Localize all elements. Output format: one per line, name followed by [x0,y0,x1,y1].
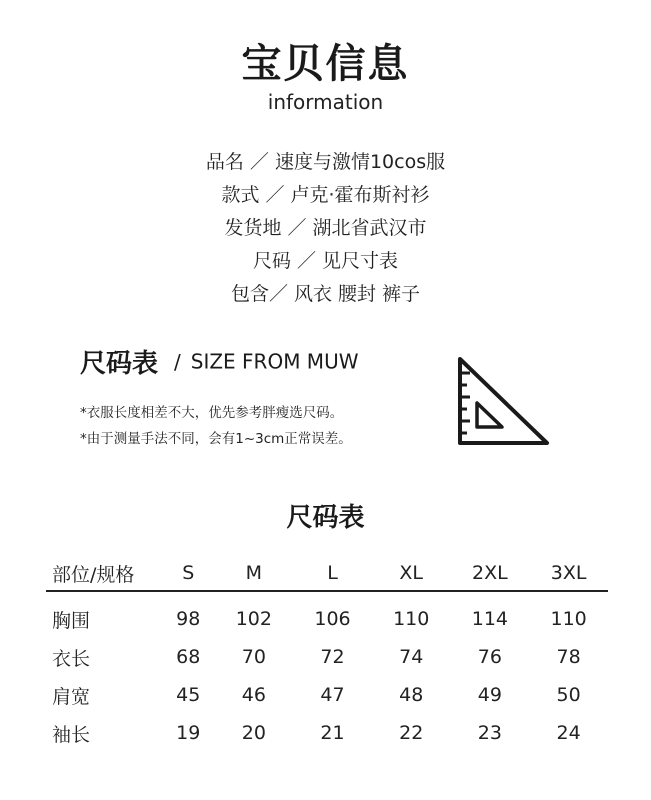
table-cell: 74 [399,646,424,668]
table-cell: 19 [176,722,201,744]
table-cell: 46 [241,684,266,706]
size-note: *由于测量手法不同，会有1~3cm正常误差。 [80,431,352,447]
table-cell: 50 [556,684,581,706]
table-cell: 68 [176,646,201,668]
product-info [0,146,651,311]
size-table [46,556,608,752]
table-cell: 48 [399,684,424,706]
table-cell: 102 [235,608,272,630]
table-cell: 20 [241,722,266,744]
column-header: XL [372,556,451,591]
column-header: S [162,556,214,591]
table-row [46,676,608,714]
info-product-name: 品名 ／ 速度与激情10cos服 [205,151,446,173]
row-label: 袖长 [52,723,91,746]
info-style: 款式 ／ 卢克·霍布斯衬衫 [221,184,430,206]
size-section-heading [80,343,358,380]
table-cell: 23 [477,722,502,744]
info-includes: 包含／ 风衣 腰封 裤子 [230,283,421,305]
table-header-row [46,556,608,591]
row-label: 胸围 [52,609,91,632]
size-table-title: 尺码表 [286,503,365,533]
row-label: 衣长 [52,647,91,670]
info-size: 尺码 ／ 见尺寸表 [252,250,399,272]
table-row [46,714,608,752]
page-title: 宝贝信息 [241,41,410,87]
info-ship-from: 发货地 ／ 湖北省武汉市 [224,217,427,239]
table-cell: 70 [241,646,266,668]
size-section-title: 尺码表 [80,349,159,379]
size-note: *衣服长度相差不大，优先参考胖瘦选尺码。 [80,405,344,421]
table-cell: 49 [477,684,502,706]
table-cell: 106 [314,608,351,630]
table-cell: 110 [550,608,587,630]
table-cell: 24 [556,722,581,744]
column-header: L [293,556,372,591]
column-header: 2XL [451,556,530,591]
table-row [46,591,608,638]
table-corner-header: 部位/规格 [46,556,162,591]
table-cell: 47 [320,684,345,706]
table-cell: 78 [556,646,581,668]
table-row [46,638,608,676]
table-cell: 21 [320,722,345,744]
size-section-subtitle: SIZE FROM MUW [190,349,359,374]
table-cell: 22 [399,722,424,744]
size-notes [80,400,352,452]
table-cell: 76 [477,646,502,668]
table-cell: 98 [176,608,201,630]
table-cell: 72 [320,646,345,668]
triangle-ruler-icon [455,355,551,447]
table-cell: 45 [176,684,201,706]
table-cell: 110 [393,608,430,630]
size-section-separator: / [174,349,181,374]
column-header: 3XL [529,556,608,591]
row-label: 肩宽 [52,685,91,708]
table-cell: 114 [471,608,509,630]
column-header: M [214,556,293,591]
page-subtitle: information [267,90,384,114]
